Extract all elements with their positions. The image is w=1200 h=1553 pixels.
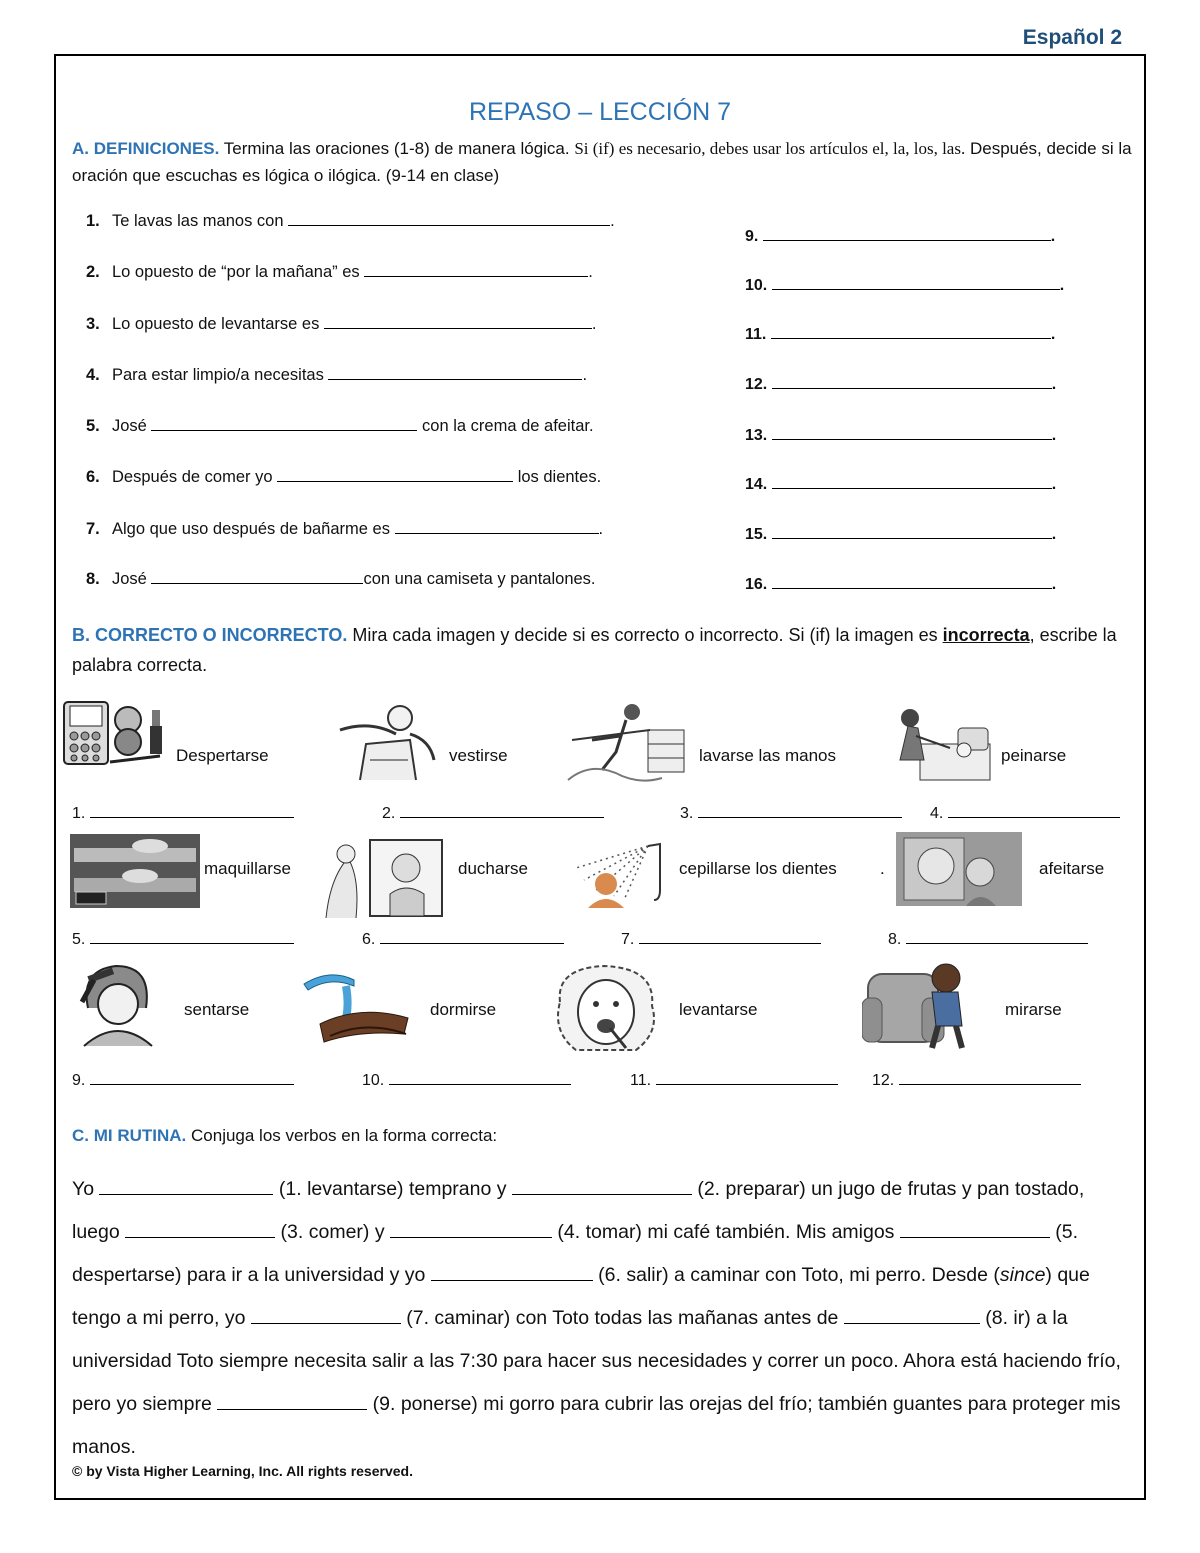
image-answer — [362, 1070, 571, 1090]
item-suffix: . — [1050, 326, 1056, 343]
item-number: 5. — [72, 931, 86, 948]
item-number: 6. — [86, 468, 100, 486]
item-suffix: . — [1050, 228, 1056, 245]
item-prompt: Después de comer yo — [112, 468, 273, 486]
verb-blank[interactable] — [844, 1306, 980, 1324]
image-word: maquillarse — [204, 859, 291, 878]
answer-blank[interactable] — [90, 803, 294, 818]
paragraph-text: ) que tengo a mi perro, yo — [72, 1264, 1090, 1329]
paragraph-text: (1. levantarse) temprano y — [273, 1178, 512, 1200]
item-prompt: Algo que uso después de bañarme es — [112, 520, 390, 538]
definition-item — [86, 314, 597, 334]
answer-blank[interactable] — [771, 324, 1051, 339]
shower-illustration — [564, 840, 670, 910]
item-number: 11. — [745, 326, 767, 343]
answer-blank[interactable] — [328, 365, 582, 380]
section-c-heading: C. MI RUTINA. — [72, 1126, 187, 1145]
paragraph-text: (5. despertarse) para ir a la universidad y yo — [72, 1221, 1079, 1286]
answer-blank[interactable] — [772, 574, 1052, 589]
man-dressing-illustration — [330, 700, 440, 784]
item-number: 5. — [86, 417, 100, 435]
answer-blank[interactable] — [639, 929, 821, 944]
item-suffix: . — [1051, 427, 1057, 444]
section-c-instruction: Conjuga los verbos en la forma correcta: — [186, 1126, 498, 1145]
image-word: vestirse — [449, 746, 508, 765]
answer-blank[interactable] — [395, 519, 599, 534]
image-word: dormirse — [430, 1000, 497, 1019]
image-word: peinarse — [1001, 746, 1067, 765]
listening-item — [745, 425, 1056, 445]
image-answer — [362, 929, 564, 949]
item-number: 4. — [86, 366, 100, 384]
verb-blank[interactable] — [217, 1392, 367, 1410]
item-prompt: Para estar limpio/a necesitas — [112, 366, 324, 384]
item-number: 15. — [745, 526, 768, 543]
item-number: 13. — [745, 427, 768, 444]
image-answer — [888, 929, 1088, 949]
answer-blank[interactable] — [277, 467, 513, 482]
routine-paragraph — [72, 1168, 1122, 1469]
item-prompt: José — [112, 570, 147, 588]
verb-blank[interactable] — [390, 1220, 552, 1238]
italic-word: since — [999, 1264, 1046, 1286]
definition-item — [86, 262, 593, 282]
image-word: afeitarse — [1039, 859, 1105, 878]
course-label: Español 2 — [1022, 26, 1122, 49]
answer-blank[interactable] — [380, 929, 564, 944]
item-number: 4. — [930, 805, 944, 822]
answer-blank[interactable] — [772, 374, 1052, 389]
image-word: lavarse las manos — [699, 746, 837, 765]
item-suffix: . — [610, 212, 615, 230]
definition-item — [86, 569, 596, 589]
mother-child-bed-illustration — [880, 704, 992, 784]
answer-blank[interactable] — [772, 275, 1060, 290]
image-word: levantarse — [679, 1000, 758, 1019]
section-b-instruction-end: , escribe la palabra correcta. — [72, 625, 1117, 675]
image-word: mirarse — [1005, 1000, 1062, 1019]
woman-mirror-illustration — [320, 838, 446, 920]
item-prompt: Te lavas las manos con — [112, 212, 284, 230]
section-c-intro — [72, 1126, 497, 1146]
paragraph-text: Yo — [72, 1178, 100, 1200]
image-answer — [72, 929, 294, 949]
listening-item — [745, 474, 1056, 494]
item-number: 12. — [745, 376, 768, 393]
item-number: 8. — [888, 931, 902, 948]
listening-item — [745, 275, 1064, 295]
listening-item — [745, 374, 1056, 394]
item-number: 11. — [630, 1072, 652, 1089]
answer-blank[interactable] — [90, 1070, 294, 1085]
image-answer — [382, 803, 604, 823]
item-number: 9. — [745, 228, 759, 245]
answer-blank[interactable] — [90, 929, 294, 944]
item-suffix: con una camiseta y pantalones. — [363, 570, 596, 588]
section-a-heading: A. DEFINICIONES. — [72, 139, 220, 158]
listening-item — [745, 574, 1056, 594]
answer-blank[interactable] — [364, 262, 588, 277]
answer-blank[interactable] — [288, 211, 610, 226]
verb-blank[interactable] — [900, 1220, 1050, 1238]
answer-blank[interactable] — [151, 569, 363, 584]
emphasis-word: incorrecta — [942, 625, 1030, 645]
child-combing-hair-illustration — [70, 958, 166, 1048]
image-answer — [72, 1070, 294, 1090]
image-answer — [680, 803, 902, 823]
item-number: 2. — [382, 805, 396, 822]
image-answer — [621, 929, 821, 949]
answer-blank[interactable] — [698, 803, 902, 818]
answer-blank[interactable] — [948, 803, 1120, 818]
definition-item — [86, 211, 615, 231]
item-prompt: Lo opuesto de levantarse es — [112, 315, 320, 333]
item-number: 3. — [86, 315, 100, 333]
image-answer — [630, 1070, 838, 1090]
page-title: REPASO – LECCIÓN 7 — [468, 98, 732, 126]
answer-blank[interactable] — [906, 929, 1088, 944]
definition-item — [86, 519, 603, 539]
item-number: 1. — [86, 212, 100, 230]
item-suffix: . — [582, 366, 588, 384]
item-number: 7. — [86, 520, 100, 538]
definition-item — [86, 416, 594, 436]
section-b-intro — [72, 620, 1132, 680]
item-number: 12. — [872, 1072, 895, 1089]
image-word: cepillarse los dientes — [679, 859, 837, 878]
makeup-kit-illustration — [60, 698, 172, 770]
answer-blank[interactable] — [763, 226, 1051, 241]
item-number: 10. — [362, 1072, 385, 1089]
verb-blank[interactable] — [125, 1220, 275, 1238]
answer-blank[interactable] — [772, 474, 1052, 489]
answer-blank[interactable] — [656, 1070, 838, 1085]
verb-blank[interactable] — [512, 1177, 692, 1195]
item-suffix: los dientes. — [517, 468, 602, 486]
answer-blank[interactable] — [772, 425, 1052, 440]
paragraph-text: (2. preparar) un jugo de frutas y pan tostado, luego — [72, 1178, 1085, 1243]
image-word: Despertarse — [176, 746, 269, 765]
section-a-instruction-1: Termina las oraciones (1-8) de manera lógica. — [219, 139, 575, 158]
paragraph-text: (7. caminar) con Toto todas las mañanas antes de — [400, 1307, 844, 1329]
item-number: 10. — [745, 277, 768, 294]
item-number: 16. — [745, 576, 768, 593]
washing-hands-illustration — [300, 964, 412, 1046]
woman-brushing-teeth-illustration — [546, 962, 668, 1054]
section-a-instruction-3: Después, decide si la oración que escuchas es lógica o ilógica. (9-14 en clase) — [72, 139, 1132, 185]
section-a-instruction-2: Si (if) es necesario, debes usar los artículos el, la, los, las. — [574, 139, 966, 158]
image-answer — [72, 803, 294, 823]
item-suffix: . — [598, 520, 604, 538]
item-number: 7. — [621, 931, 635, 948]
item-prompt: Lo opuesto de “por la mañana” es — [112, 263, 360, 281]
item-number: 9. — [72, 1072, 86, 1089]
section-a-intro — [72, 135, 1132, 189]
item-number: 14. — [745, 476, 768, 493]
item-number: 6. — [362, 931, 376, 948]
item-number: 3. — [680, 805, 694, 822]
section-b-heading: B. CORRECTO O INCORRECTO. — [72, 625, 348, 645]
stray-period: . — [880, 859, 885, 878]
woman-at-desk-illustration — [562, 700, 688, 786]
listening-item — [745, 324, 1055, 344]
elderly-man-illustration — [896, 832, 1022, 906]
verb-blank[interactable] — [251, 1306, 401, 1324]
image-answer — [872, 1070, 1081, 1090]
image-word: sentarse — [184, 1000, 250, 1019]
answer-blank[interactable] — [324, 314, 592, 329]
item-suffix: . — [1059, 277, 1065, 294]
answer-blank[interactable] — [151, 416, 417, 431]
item-prompt: José — [112, 417, 147, 435]
answer-blank[interactable] — [899, 1070, 1081, 1085]
paragraph-text: (8. ir) a la universidad Toto siempre necesita salir a las 7:30 para hacer sus necesidades y correr un poco. Ahora está haciendo frío, pero yo siempre — [72, 1307, 1121, 1415]
paragraph-text: (9. ponerse) mi gorro para cubrir las orejas del frío; también guantes para proteger mis manos. — [72, 1393, 1121, 1458]
item-suffix: con la crema de afeitar. — [422, 417, 594, 435]
answer-blank[interactable] — [400, 803, 604, 818]
answer-blank[interactable] — [389, 1070, 571, 1085]
copyright-notice: © by Vista Higher Learning, Inc. All rights reserved. — [72, 1463, 413, 1479]
item-suffix: . — [1051, 576, 1057, 593]
definition-item — [86, 365, 587, 385]
verb-blank[interactable] — [431, 1263, 593, 1281]
item-number: 2. — [86, 263, 100, 281]
item-suffix: . — [591, 315, 597, 333]
bunk-beds-alarm-illustration — [70, 834, 200, 908]
image-word: ducharse — [458, 859, 528, 878]
listening-item — [745, 226, 1055, 246]
image-answer — [930, 803, 1120, 823]
item-suffix: . — [1051, 526, 1057, 543]
paragraph-text: (3. comer) y — [275, 1221, 390, 1243]
item-number: 8. — [86, 570, 100, 588]
boy-armchair-illustration — [862, 956, 976, 1050]
listening-item — [745, 524, 1056, 544]
item-number: 1. — [72, 805, 86, 822]
verb-blank[interactable] — [99, 1177, 273, 1195]
item-suffix: . — [588, 263, 593, 281]
definition-item — [86, 467, 601, 487]
section-b-instruction: Mira cada imagen y decide si es correcto o incorrecto. Si (if) la imagen es — [347, 625, 943, 645]
item-suffix: . — [1051, 376, 1057, 393]
answer-blank[interactable] — [772, 524, 1052, 539]
paragraph-text: (6. salir) a caminar con Toto, mi perro. Desde ( — [592, 1264, 1000, 1286]
item-suffix: . — [1051, 476, 1057, 493]
paragraph-text: (4. tomar) mi café también. Mis amigos — [552, 1221, 900, 1243]
